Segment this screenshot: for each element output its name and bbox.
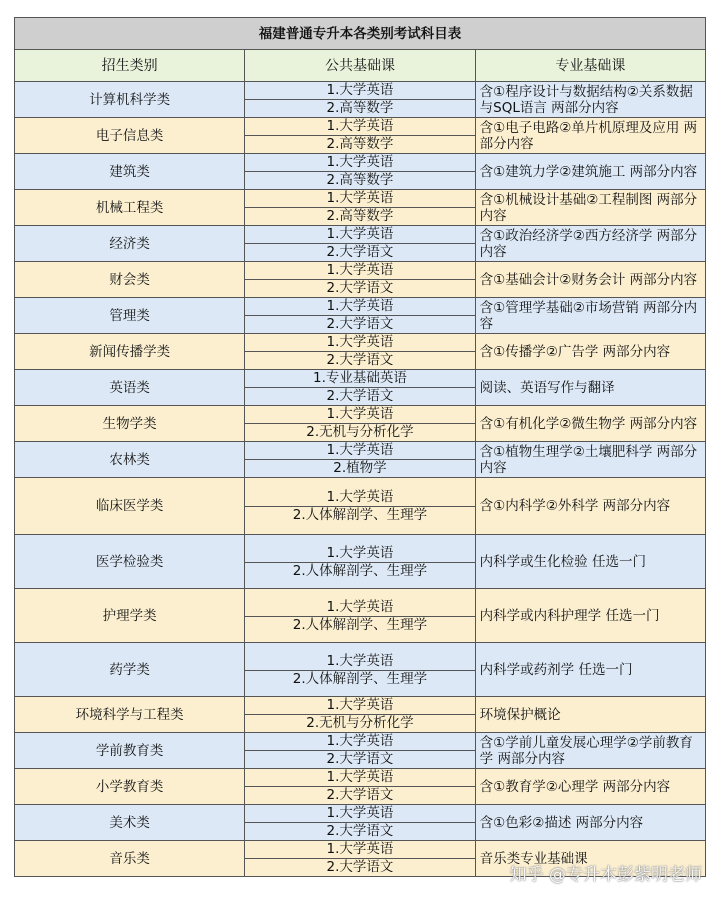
public-course-item: 1.大学英语 [245, 262, 474, 280]
public-course-item: 1.大学英语 [245, 489, 474, 507]
table-row [15, 478, 706, 535]
public-course-item: 1.大学英语 [245, 599, 474, 617]
public-course-cell [245, 769, 475, 805]
table-row [15, 334, 706, 370]
public-course-cell [245, 190, 475, 226]
table-row [15, 370, 706, 406]
public-course-item: 2.人体解剖学、生理学 [292, 507, 428, 523]
major-course-cell: 含①基础会计②财务会计 两部分内容 [475, 262, 705, 298]
table-row [15, 643, 706, 697]
public-course-item: 1.大学英语 [245, 82, 474, 100]
public-course-item: 2.无机与分析化学 [306, 715, 414, 731]
major-course-cell: 内科学或内科护理学 任选一门 [475, 589, 705, 643]
major-course-cell: 含①学前儿童发展心理学②学前教育学 两部分内容 [475, 733, 705, 769]
category-cell: 美术类 [15, 805, 245, 841]
category-cell: 机械工程类 [15, 190, 245, 226]
public-course-item: 1.大学英语 [245, 406, 474, 424]
public-course-cell [245, 442, 475, 478]
major-course-cell: 含①教育学②心理学 两部分内容 [475, 769, 705, 805]
public-course-cell [245, 226, 475, 262]
category-cell: 经济类 [15, 226, 245, 262]
public-course-item: 2.植物学 [333, 460, 387, 476]
public-course-item: 2.大学语文 [326, 823, 394, 839]
public-course-item: 2.大学语文 [326, 316, 394, 332]
public-course-item: 2.大学语文 [326, 787, 394, 803]
major-course-cell: 含①程序设计与数据结构②关系数据与SQL语言 两部分内容 [475, 82, 705, 118]
public-course-item: 1.大学英语 [245, 697, 474, 715]
table-row [15, 190, 706, 226]
public-course-item: 2.大学语文 [326, 751, 394, 767]
major-course-cell: 含①电子电路②单片机原理及应用 两部分内容 [475, 118, 705, 154]
major-course-cell: 音乐类专业基础课 [475, 841, 705, 877]
public-course-cell [245, 370, 475, 406]
major-course-cell: 环境保护概论 [475, 697, 705, 733]
category-cell: 药学类 [15, 643, 245, 697]
public-course-cell [245, 118, 475, 154]
public-course-cell [245, 697, 475, 733]
public-course-item: 1.大学英语 [245, 190, 474, 208]
category-cell: 生物学类 [15, 406, 245, 442]
public-course-cell [245, 334, 475, 370]
category-cell: 英语类 [15, 370, 245, 406]
watermark-text: 知乎 @专升本彭紫明老师 [509, 865, 702, 885]
public-course-cell [245, 535, 475, 589]
public-course-item: 1.大学英语 [245, 334, 474, 352]
category-cell: 音乐类 [15, 841, 245, 877]
category-cell: 计算机科学类 [15, 82, 245, 118]
table-row [15, 298, 706, 334]
header-major-course: 专业基础课 [475, 50, 705, 82]
table-header-row [15, 50, 706, 82]
major-course-cell: 含①有机化学②微生物学 两部分内容 [475, 406, 705, 442]
table-row [15, 769, 706, 805]
table-row [15, 805, 706, 841]
category-cell: 学前教育类 [15, 733, 245, 769]
major-course-cell: 含①建筑力学②建筑施工 两部分内容 [475, 154, 705, 190]
public-course-cell [245, 154, 475, 190]
public-course-cell [245, 478, 475, 535]
public-course-item: 2.大学语文 [326, 280, 394, 296]
public-course-item: 2.无机与分析化学 [306, 424, 414, 440]
major-course-cell: 含①传播学②广告学 两部分内容 [475, 334, 705, 370]
table-row [15, 118, 706, 154]
major-course-cell: 内科学或生化检验 任选一门 [475, 535, 705, 589]
public-course-item: 2.人体解剖学、生理学 [292, 616, 428, 633]
table-row [15, 406, 706, 442]
header-public-course: 公共基础课 [245, 50, 475, 82]
category-cell: 电子信息类 [15, 118, 245, 154]
subject-table-container [14, 17, 706, 877]
public-course-item: 1.大学英语 [245, 733, 474, 751]
public-course-item: 1.专业基础英语 [245, 370, 474, 388]
table-title-row [15, 18, 706, 50]
table-row [15, 262, 706, 298]
category-cell: 护理学类 [15, 589, 245, 643]
table-title: 福建普通专升本各类别考试科目表 [15, 18, 706, 50]
major-course-cell: 阅读、英语写作与翻译 [475, 370, 705, 406]
public-course-item: 2.大学语文 [326, 352, 394, 368]
table-row [15, 154, 706, 190]
public-course-item: 2.高等数学 [326, 208, 394, 224]
public-course-item: 1.大学英语 [245, 442, 474, 460]
category-cell: 医学检验类 [15, 535, 245, 589]
major-course-cell: 含①植物生理学②土壤肥科学 两部分内容 [475, 442, 705, 478]
public-course-item: 2.大学语文 [326, 388, 394, 404]
table-row [15, 82, 706, 118]
public-course-item: 1.大学英语 [245, 769, 474, 787]
public-course-cell [245, 805, 475, 841]
public-course-item: 2.大学语文 [326, 244, 394, 260]
table-row [15, 589, 706, 643]
public-course-item: 2.高等数学 [326, 100, 394, 116]
public-course-item: 1.大学英语 [245, 805, 474, 823]
major-course-cell: 内科学或药剂学 任选一门 [475, 643, 705, 697]
category-cell: 新闻传播学类 [15, 334, 245, 370]
category-cell: 财会类 [15, 262, 245, 298]
table-row [15, 226, 706, 262]
major-course-cell: 含①机械设计基础②工程制图 两部分内容 [475, 190, 705, 226]
public-course-cell [245, 82, 475, 118]
public-course-cell [245, 841, 475, 877]
public-course-item: 1.大学英语 [245, 545, 474, 563]
category-cell: 管理类 [15, 298, 245, 334]
public-course-item: 2.人体解剖学、生理学 [292, 562, 428, 579]
public-course-cell [245, 733, 475, 769]
public-course-item: 2.人体解剖学、生理学 [292, 670, 428, 687]
public-course-item: 1.大学英语 [245, 298, 474, 316]
table-row [15, 535, 706, 589]
category-cell: 农林类 [15, 442, 245, 478]
category-cell: 小学教育类 [15, 769, 245, 805]
public-course-cell [245, 643, 475, 697]
subject-table [14, 17, 706, 877]
major-course-cell: 含①内科学②外科学 两部分内容 [475, 478, 705, 535]
major-course-cell: 含①色彩②描述 两部分内容 [475, 805, 705, 841]
public-course-item: 1.大学英语 [245, 154, 474, 172]
public-course-item: 1.大学英语 [245, 118, 474, 136]
public-course-item: 2.大学语文 [326, 859, 394, 875]
table-row [15, 733, 706, 769]
public-course-cell [245, 298, 475, 334]
public-course-cell [245, 589, 475, 643]
major-course-cell: 含①管理学基础②市场营销 两部分内容 [475, 298, 705, 334]
major-course-cell: 含①政治经济学②西方经济学 两部分内容 [475, 226, 705, 262]
public-course-item: 1.大学英语 [245, 226, 474, 244]
table-row [15, 697, 706, 733]
table-row [15, 442, 706, 478]
public-course-item: 1.大学英语 [245, 841, 474, 859]
header-category: 招生类别 [15, 50, 245, 82]
category-cell: 环境科学与工程类 [15, 697, 245, 733]
public-course-item: 2.高等数学 [326, 172, 394, 188]
public-course-cell [245, 262, 475, 298]
public-course-item: 2.高等数学 [326, 136, 394, 152]
public-course-item: 1.大学英语 [245, 653, 474, 671]
category-cell: 临床医学类 [15, 478, 245, 535]
public-course-cell [245, 406, 475, 442]
category-cell: 建筑类 [15, 154, 245, 190]
